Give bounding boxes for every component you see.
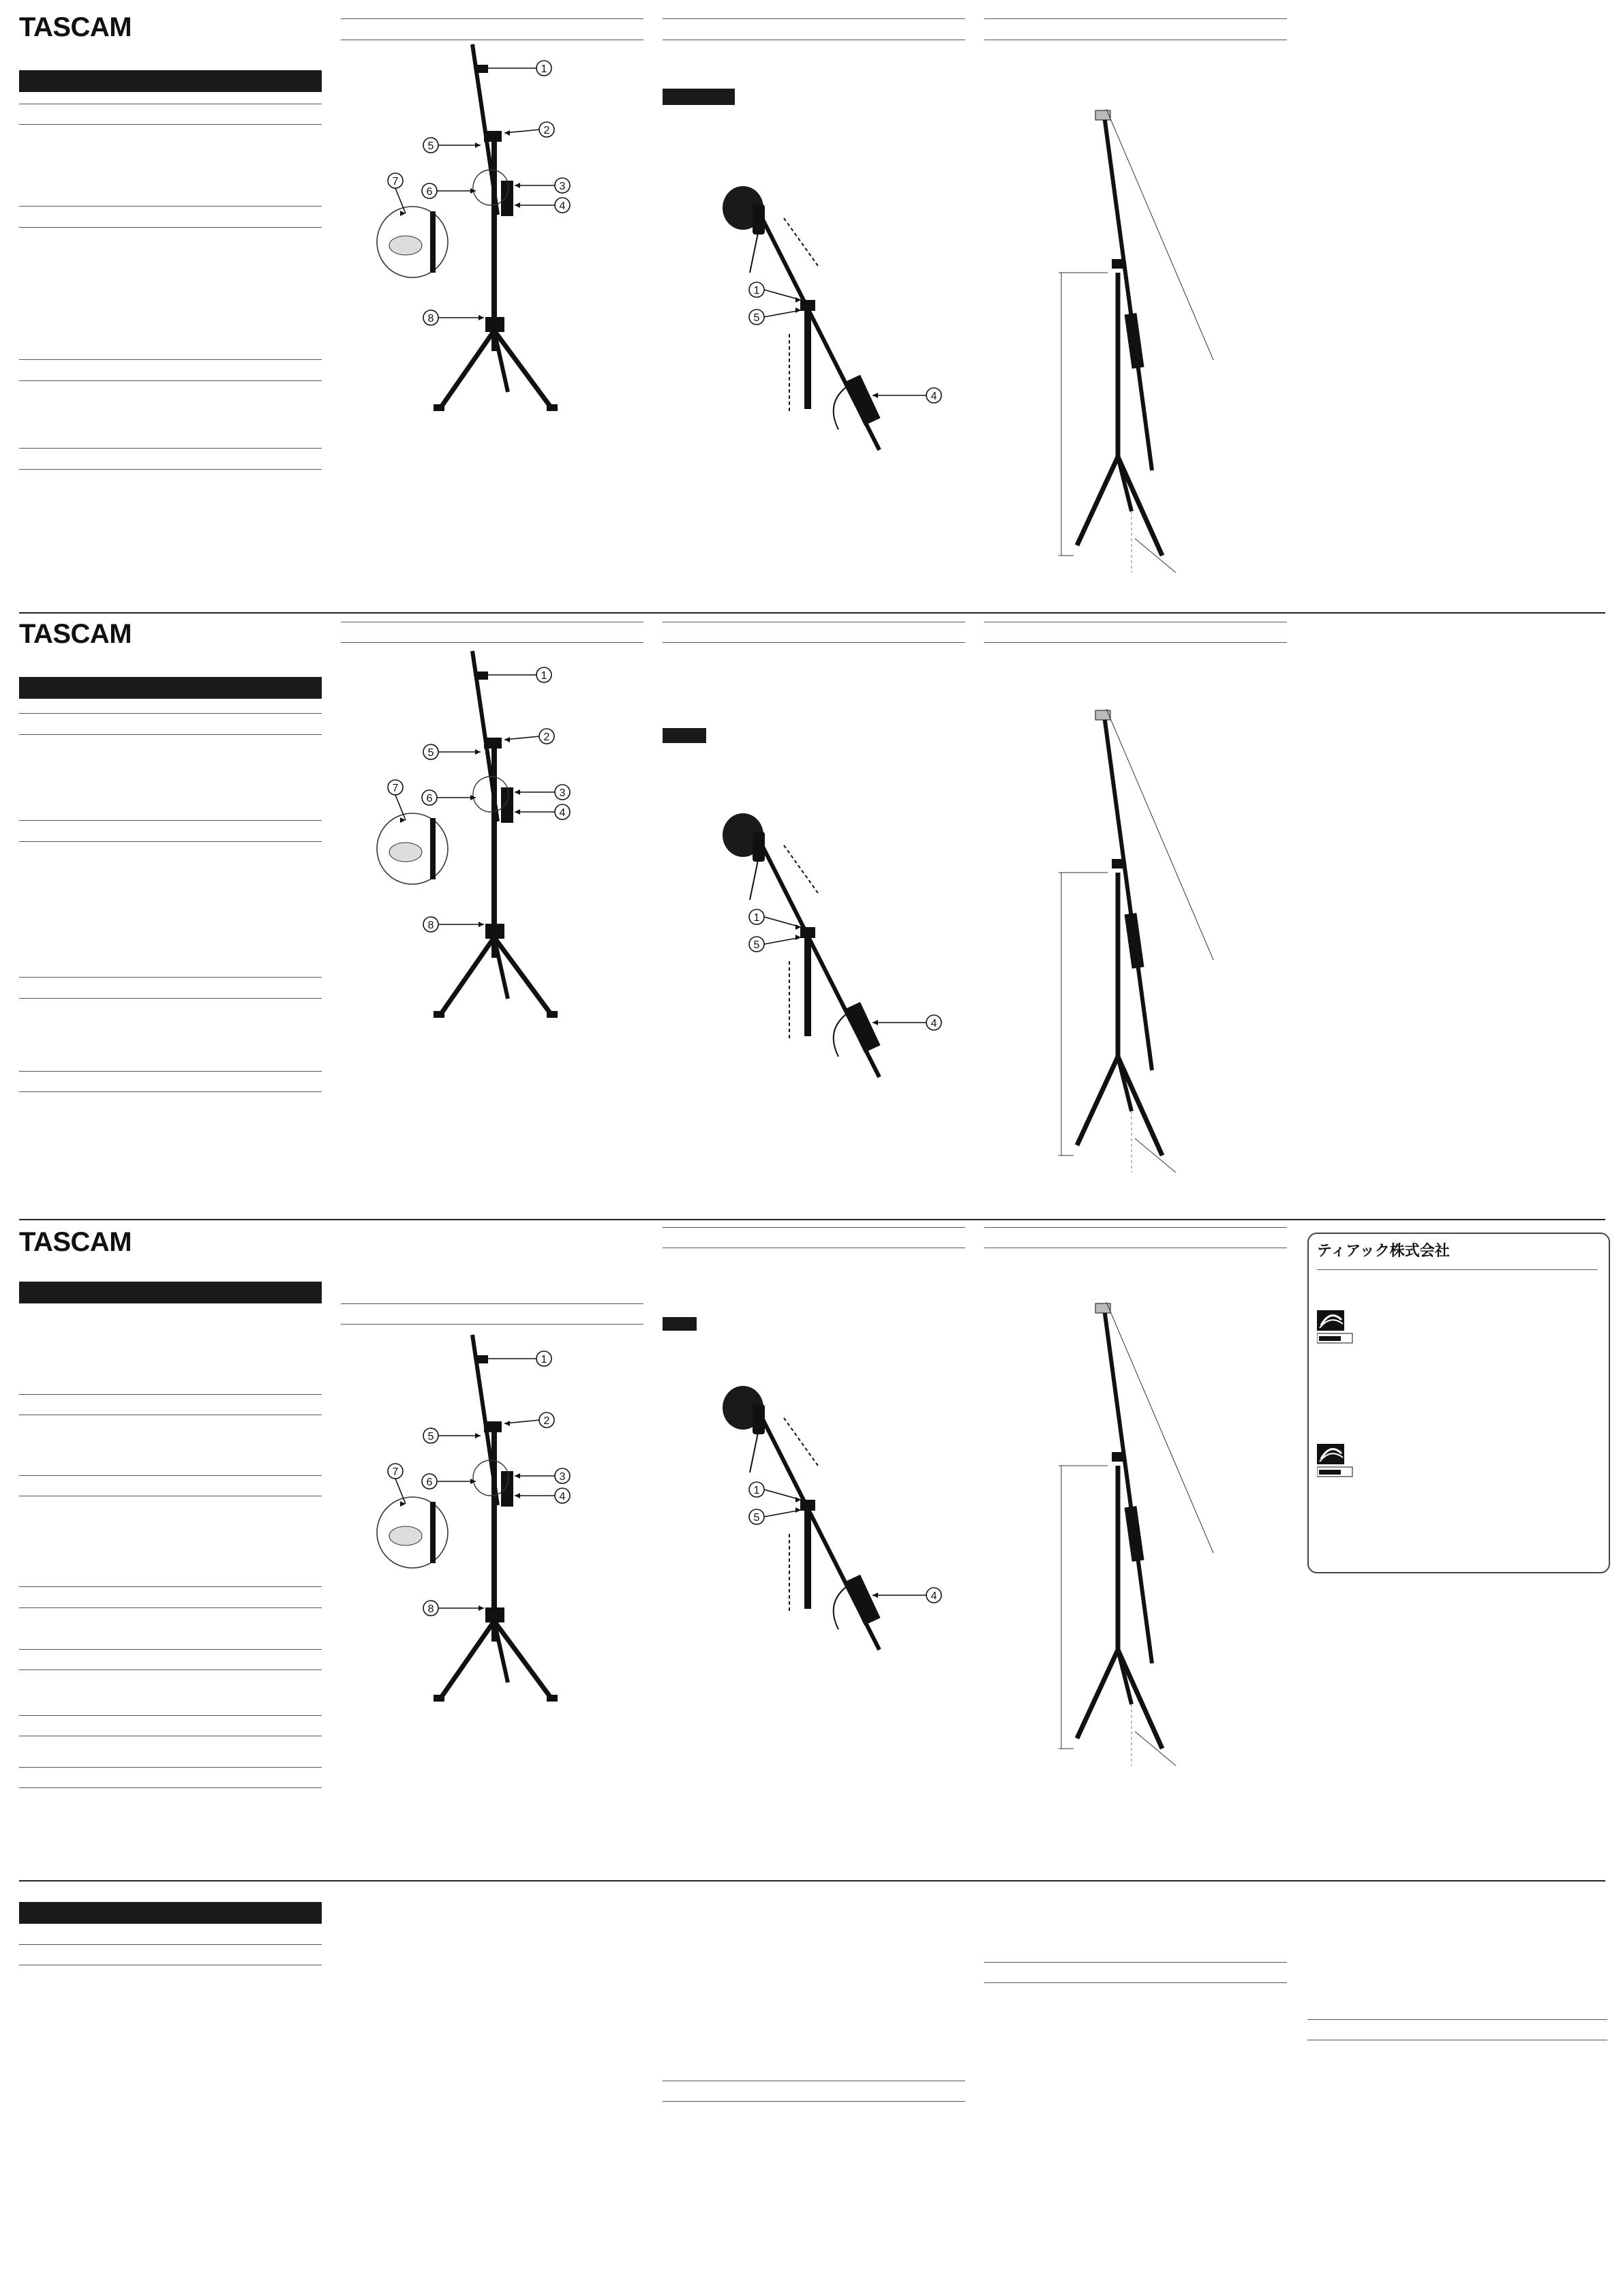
divider	[19, 124, 322, 125]
heading-bar	[19, 1282, 322, 1303]
leg-clamp	[485, 1607, 504, 1622]
callout-number: 5	[753, 1512, 760, 1524]
callout-number: 4	[559, 200, 566, 212]
callout-number: 6	[426, 793, 433, 804]
divider	[984, 1227, 1287, 1228]
divider	[19, 713, 322, 714]
boom-clutch	[1112, 859, 1125, 868]
leg-foot	[434, 404, 444, 411]
divider	[19, 1944, 322, 1945]
divider	[19, 1394, 322, 1395]
divider	[341, 18, 643, 19]
callout-arrow	[475, 749, 481, 755]
callout-number: 8	[427, 1603, 434, 1615]
divider	[663, 1227, 965, 1228]
divider	[19, 1586, 322, 1587]
counterweight	[1125, 313, 1144, 369]
section-separator	[19, 1880, 1605, 1882]
stand-leg	[1077, 1057, 1118, 1145]
label-bar	[663, 89, 735, 105]
divider	[19, 820, 322, 821]
counterweight	[844, 375, 880, 425]
dimension-illustration	[1053, 102, 1230, 579]
motion-arrow	[784, 218, 818, 266]
divider	[1307, 2019, 1607, 2020]
cable	[750, 233, 758, 273]
rotate-arrow	[834, 385, 849, 429]
counterweight	[501, 787, 513, 823]
counterweight	[1125, 913, 1144, 969]
divider	[19, 227, 322, 228]
callout-number: 1	[753, 1485, 760, 1496]
stand-leg	[1118, 457, 1162, 556]
dimension-line	[1106, 709, 1213, 960]
brand-logo-3: TASCAM	[19, 1227, 132, 1257]
divider	[19, 469, 322, 470]
callout-arrow	[475, 1433, 481, 1438]
divider	[19, 734, 322, 735]
mic-stand-illustration	[368, 1328, 586, 1723]
callout-number: 3	[559, 787, 566, 799]
divider	[19, 998, 322, 999]
boom-arm	[1104, 1309, 1152, 1663]
callout-arrow	[873, 1020, 878, 1025]
motion-arrow	[784, 1418, 818, 1466]
divider	[19, 380, 322, 381]
callout-arrow	[795, 924, 801, 930]
callout-number: 3	[559, 1471, 566, 1483]
callout-number: 1	[753, 285, 760, 297]
callout-leader	[764, 1490, 801, 1500]
callout-number: 7	[392, 176, 399, 187]
label-bar	[663, 728, 706, 743]
callout-leader	[764, 917, 801, 927]
callout-arrow	[873, 1592, 878, 1598]
callout-arrow	[515, 183, 520, 188]
section-separator	[19, 612, 1605, 614]
company-name: ティアック株式会社	[1317, 1243, 1450, 1260]
callout-arrow	[515, 202, 520, 208]
brand-logo-1: TASCAM	[19, 12, 132, 42]
divider	[19, 1607, 322, 1608]
boom-usage-illustration	[709, 1377, 954, 1663]
callout-arrow	[479, 922, 484, 927]
callout-arrow	[795, 307, 801, 313]
divider	[19, 1787, 322, 1788]
callout-number: 5	[427, 747, 434, 759]
cable	[750, 1433, 758, 1472]
boom-clutch	[1112, 1452, 1125, 1462]
mic-clip	[1095, 1303, 1110, 1313]
cable	[750, 860, 758, 900]
boom-clutch	[1112, 259, 1125, 269]
boom-clutch	[484, 1421, 502, 1432]
divider	[19, 977, 322, 978]
boom-clutch	[484, 131, 502, 142]
dimension-line	[1106, 109, 1213, 360]
detail-hand	[389, 843, 422, 862]
divider	[19, 206, 322, 207]
divider	[341, 1324, 643, 1325]
callout-leader	[764, 1510, 801, 1517]
callout-arrow	[795, 1507, 801, 1513]
stand-leg	[1077, 457, 1118, 545]
callout-number: 4	[930, 391, 937, 402]
callout-number: 1	[541, 670, 547, 682]
boom-clutch	[484, 738, 502, 749]
stand-mast	[804, 307, 811, 409]
callout-arrow	[479, 315, 484, 320]
counterweight	[501, 1471, 513, 1507]
callout-arrow	[504, 737, 510, 742]
callout-arrow	[873, 393, 878, 398]
callout-number: 4	[930, 1018, 937, 1029]
callout-leader	[764, 310, 801, 317]
callout-number: 2	[543, 125, 550, 136]
callout-number: 4	[559, 807, 566, 819]
divider	[663, 2101, 965, 2102]
callout-number: 8	[427, 313, 434, 324]
callout-number: 5	[427, 1431, 434, 1442]
dimension-line	[1106, 1302, 1213, 1553]
rotate-arrow	[834, 1012, 849, 1057]
mic-clip	[1095, 710, 1110, 720]
divider	[19, 359, 322, 360]
callout-number: 7	[392, 1466, 399, 1478]
callout-number: 4	[930, 1590, 937, 1602]
callout-arrow	[795, 297, 801, 303]
divider	[341, 642, 643, 643]
recycle-mark-icon	[1317, 1444, 1355, 1479]
divider	[984, 642, 1287, 643]
leg-foot	[547, 1695, 558, 1702]
stand-leg	[1118, 1057, 1162, 1155]
dimension-illustration	[1053, 702, 1230, 1179]
boom-usage-illustration	[709, 804, 954, 1091]
divider	[984, 1962, 1287, 1963]
divider	[1317, 1269, 1598, 1270]
counterweight	[1125, 1506, 1144, 1562]
stand-leg	[1118, 1650, 1162, 1749]
callout-number: 1	[753, 912, 760, 924]
leg-foot	[547, 404, 558, 411]
divider	[19, 1475, 322, 1476]
callout-arrow	[795, 1497, 801, 1502]
leg-foot	[547, 1011, 558, 1018]
boom-arm	[1104, 716, 1152, 1070]
callout-number: 5	[427, 140, 434, 152]
counterweight	[844, 1002, 880, 1053]
divider	[19, 1091, 322, 1092]
divider	[19, 448, 322, 449]
counterweight	[501, 181, 513, 216]
boom-usage-illustration	[709, 177, 954, 464]
callout-arrow	[795, 935, 801, 940]
counterweight	[844, 1575, 880, 1625]
leg-foot	[434, 1011, 444, 1018]
callout-number: 3	[559, 181, 566, 192]
boom-arm	[1104, 116, 1152, 470]
callout-number: 2	[543, 1415, 550, 1427]
callout-number: 4	[559, 1491, 566, 1502]
boom-clutch	[800, 1500, 815, 1511]
heading-bar	[19, 677, 322, 699]
divider	[19, 1649, 322, 1650]
divider	[341, 1303, 643, 1304]
callout-arrow	[504, 130, 510, 136]
divider	[19, 1071, 322, 1072]
callout-number: 6	[426, 186, 433, 198]
stand-leg	[440, 331, 494, 409]
stand-leg	[440, 1621, 494, 1700]
stand-leg	[440, 937, 494, 1016]
brand-logo-2: TASCAM	[19, 619, 132, 649]
callout-number: 7	[392, 783, 399, 794]
stand-leg	[1077, 1650, 1118, 1738]
callout-arrow	[515, 1473, 520, 1479]
callout-arrow	[515, 1493, 520, 1498]
callout-number: 5	[753, 312, 760, 324]
mic-clip	[1095, 110, 1110, 120]
mic-stand-illustration	[368, 37, 586, 433]
boom-clutch	[800, 300, 815, 311]
callout-leader	[764, 937, 801, 944]
recycle-mark-icon	[1317, 1310, 1355, 1346]
callout-arrow	[515, 809, 520, 815]
callout-number: 1	[541, 1354, 547, 1365]
callout-arrow	[479, 1605, 484, 1611]
divider	[663, 18, 965, 19]
boom-clutch	[800, 927, 815, 938]
detail-hand	[389, 236, 422, 255]
heading-bar	[19, 1902, 322, 1924]
callout-arrow	[475, 142, 481, 148]
callout-number: 6	[426, 1477, 433, 1488]
callout-number: 2	[543, 731, 550, 743]
divider	[19, 841, 322, 842]
label-bar	[663, 1317, 697, 1331]
detail-hand	[389, 1526, 422, 1545]
callout-arrow	[504, 1421, 510, 1426]
rotate-arrow	[834, 1585, 849, 1629]
section-separator	[19, 1219, 1605, 1220]
dimension-illustration	[1053, 1295, 1230, 1772]
heading-bar	[19, 70, 322, 92]
divider	[984, 18, 1287, 19]
leg-clamp	[485, 924, 504, 939]
callout-arrow	[515, 789, 520, 795]
motion-arrow	[784, 845, 818, 893]
divider	[19, 1767, 322, 1768]
callout-leader	[764, 290, 801, 300]
leg-foot	[434, 1695, 444, 1702]
leg-clamp	[485, 317, 504, 332]
stand-mast	[804, 1507, 811, 1609]
japanese-info-box	[1307, 1233, 1610, 1573]
mic-stand-illustration	[368, 644, 586, 1040]
stand-mast	[804, 934, 811, 1036]
divider	[984, 1982, 1287, 1983]
callout-number: 5	[753, 939, 760, 951]
divider	[19, 1715, 322, 1716]
divider	[663, 642, 965, 643]
callout-number: 1	[541, 63, 547, 75]
callout-number: 8	[427, 920, 434, 931]
